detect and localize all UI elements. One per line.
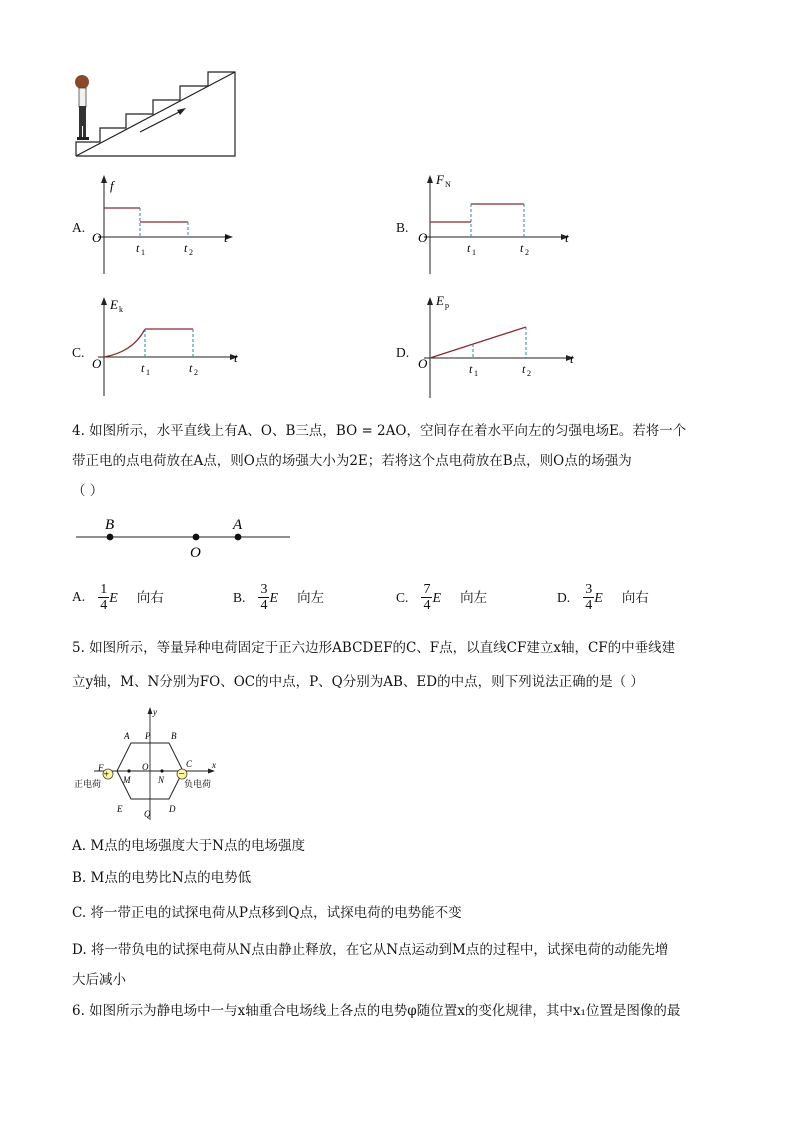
svg-text:P: P <box>145 731 151 741</box>
svg-text:M: M <box>123 775 131 785</box>
svg-text:N: N <box>445 180 451 189</box>
y-axis-label: f <box>110 178 114 193</box>
svg-text:t: t <box>565 230 569 245</box>
svg-text:2: 2 <box>525 248 529 257</box>
svg-text:Q: Q <box>144 809 151 819</box>
svg-text:1: 1 <box>474 369 478 378</box>
point-b-label: B <box>105 517 115 533</box>
svg-text:x: x <box>212 760 216 770</box>
svg-text:O: O <box>92 356 102 371</box>
svg-text:2: 2 <box>189 248 193 257</box>
option-a-graph <box>88 170 248 280</box>
option-d-graph <box>414 292 584 404</box>
svg-text:O: O <box>142 762 149 772</box>
svg-text:负电荷: 负电荷 <box>184 780 212 790</box>
q4-line-3: （ ） <box>72 483 104 499</box>
svg-text:t: t <box>136 241 140 255</box>
positive-charge-icon: + <box>103 769 110 781</box>
option-c-graph <box>88 292 253 402</box>
svg-text:C: C <box>186 759 193 769</box>
svg-text:2: 2 <box>527 369 531 378</box>
q5-line-2: 立y轴，M、N分别为FO、OC的中点，P、Q分别为AB、ED的中点，则下列说法正确的是（ ） <box>72 674 644 690</box>
svg-text:t: t <box>469 362 473 376</box>
q4-line-1: 4. 如图所示，水平直线上有A、O、B三点，BO = 2AO，空间存在着水平向左的匀强电场E。若将一个 <box>72 423 687 439</box>
svg-text:t: t <box>234 350 238 365</box>
option-b-letter: B. <box>396 220 409 235</box>
svg-text:1: 1 <box>472 248 476 257</box>
svg-text:正电荷: 正电荷 <box>74 780 102 790</box>
svg-text:E: E <box>436 293 444 308</box>
svg-text:A: A <box>124 731 130 741</box>
option-b-graph <box>414 170 584 280</box>
svg-text:t: t <box>184 241 188 255</box>
q5-option-d-cont: 大后减小 <box>72 972 126 988</box>
q4-line-figure <box>72 512 296 562</box>
svg-text:1: 1 <box>141 248 145 257</box>
q5-hexagon-figure <box>72 704 222 826</box>
q6-line-1: 6. 如图所示为静电场中一与x轴重合电场线上各点的电势φ随位置x的变化规律，其中x₁位置是图像的最 <box>72 1003 681 1019</box>
q4-option-d: D. $\frac{3}{4}$ E 向右 <box>557 582 649 613</box>
svg-text:2: 2 <box>194 368 198 377</box>
origin-label: O <box>92 230 102 245</box>
q5-option-c: C. 将一带正电的试探电荷从P点移到Q点，试探电荷的电势能不变 <box>72 905 462 921</box>
svg-text:p: p <box>445 301 449 310</box>
q4-option-a: A. $\frac{1}{4}$ E 向右 <box>72 582 164 613</box>
svg-text:B: B <box>171 731 177 741</box>
point-a-label: A <box>233 517 243 533</box>
option-d-letter: D. <box>396 345 410 360</box>
q5-option-d: D. 将一带负电的试探电荷从N点由静止释放，在它从N点运动到M点的过程中，试探电荷的动能先增 <box>72 942 669 958</box>
svg-text:t: t <box>520 241 524 255</box>
svg-text:y: y <box>153 707 157 717</box>
q5-line-1: 5. 如图所示，等量异种电荷固定于正六边形ABCDEF的C、F点，以直线CF建立x轴，CF的中垂线建 <box>72 640 676 656</box>
q4-option-b: B. $\frac{3}{4}$ E 向左 <box>233 582 325 613</box>
t-axis-label: t <box>224 230 228 245</box>
staircase-figure <box>68 68 243 160</box>
q5-option-a: A. M点的电场强度大于N点的电场强度 <box>72 838 305 854</box>
svg-text:O: O <box>418 356 428 371</box>
option-a-letter: A. <box>72 220 86 235</box>
svg-text:t: t <box>467 241 471 255</box>
svg-text:t: t <box>189 361 193 375</box>
svg-text:D: D <box>169 804 176 814</box>
q4-option-c: C. $\frac{7}{4}$ E 向左 <box>396 582 488 613</box>
svg-text:t: t <box>570 351 574 366</box>
option-c-letter: C. <box>72 345 85 360</box>
svg-text:E: E <box>117 804 123 814</box>
svg-text:F: F <box>98 763 104 773</box>
svg-text:1: 1 <box>146 368 150 377</box>
svg-text:k: k <box>119 305 123 314</box>
svg-text:t: t <box>141 361 145 375</box>
q5-option-b: B. M点的电势比N点的电势低 <box>72 870 252 886</box>
svg-text:E: E <box>110 297 118 312</box>
svg-text:F: F <box>436 172 444 187</box>
svg-text:O: O <box>418 230 428 245</box>
negative-charge-icon: − <box>178 768 185 780</box>
q4-line-2: 带正电的点电荷放在A点，则O点的场强大小为2E；若将这个点电荷放在B点，则O点的场强为 <box>72 453 632 469</box>
point-o-label: O <box>190 545 201 561</box>
svg-text:t: t <box>522 362 526 376</box>
svg-text:N: N <box>158 775 165 785</box>
